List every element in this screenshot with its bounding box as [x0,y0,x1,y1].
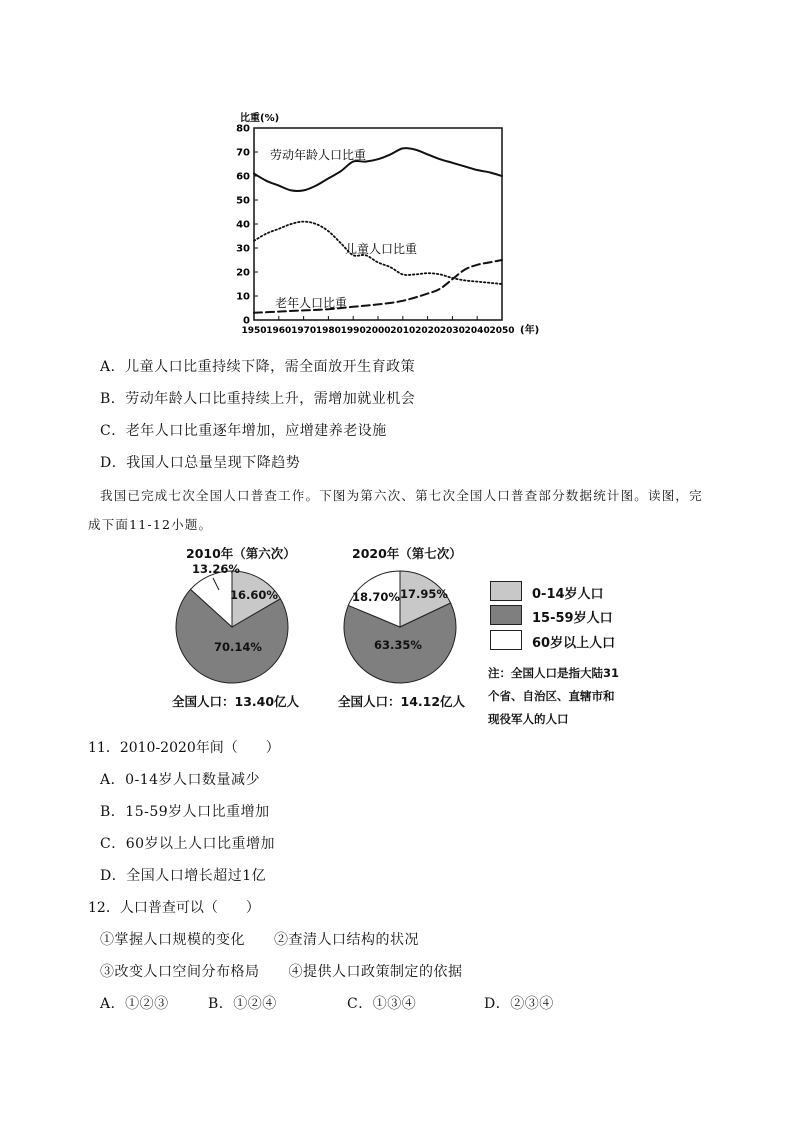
pie-2020-title: 2020年（第七次） [352,546,462,561]
legend-swatch-0-14 [490,581,522,601]
q10-option-d: D．我国人口总量呈现下降趋势 [100,455,301,471]
q11-option-c: C．60岁以上人口比重增加 [100,836,276,852]
q10-option-b: B．劳动年龄人口比重持续上升，需增加就业机会 [100,391,416,407]
q12-option-d: D．②③④ [484,996,554,1012]
x-tick-label: 2020 [415,326,441,336]
pie-2020-label-60plus: 18.70% [352,590,400,604]
note-line-3: 现役军人的人口 [488,712,569,726]
q12-stem: 12．人口普查可以（ ） [88,900,260,916]
child-series-label: 儿童人口比重 [345,242,418,256]
y-tick-label: 30 [236,243,250,255]
q12-option-a: A．①②③ [100,996,169,1012]
x-axis-ticks [241,316,514,336]
y-tick-label: 10 [236,291,250,303]
q12-items-line-1: ①掌握人口规模的变化 ②查清人口结构的状况 [100,932,419,948]
x-tick-label: 2000 [365,326,391,336]
labor-series-label: 劳动年龄人口比重 [270,148,367,162]
x-axis-unit: (年) [520,325,540,336]
legend-label-60plus: 60岁以上人口 [532,636,616,651]
pie-2010-title: 2010年（第六次） [186,546,296,561]
q11-option-b: B．15-59岁人口比重增加 [100,804,270,820]
y-tick-label: 60 [236,171,250,183]
pie-2010-label-0-14: 16.60% [230,588,278,602]
q10-option-c: C．老年人口比重逐年增加，应增建养老设施 [100,423,387,439]
population-share-line-chart [0,0,794,345]
pie-2010-total: 全国人口：13.40亿人 [172,694,300,709]
q11-stem: 11．2010-2020年间（ ） [88,740,280,756]
pie-2020-total: 全国人口：14.12亿人 [338,694,466,709]
y-tick-label: 70 [236,147,250,159]
legend-label-15-59: 15-59岁人口 [532,611,613,626]
y-tick-label: 50 [236,195,250,207]
series-layer [254,148,502,313]
q11-option-d: D．全国人口增长超过1亿 [100,868,267,884]
x-tick-label: 1950 [241,326,267,336]
pie-2010 [176,562,288,683]
pie-2020-label-15-59: 63.35% [374,638,422,652]
x-tick-label: 1980 [315,326,341,336]
x-tick-label: 2010 [390,326,416,336]
intro-line-2: 成下面11-12小题。 [88,517,213,532]
x-tick-label: 1970 [291,326,317,336]
legend-swatch-60plus [490,630,522,650]
legend-label-0-14: 0-14岁人口 [532,587,604,602]
elderly-series-label: 老年人口比重 [275,296,348,310]
x-tick-label: 2030 [439,326,465,336]
x-tick-label: 2050 [489,326,515,336]
pie-2010-label-60plus: 13.26% [192,562,240,576]
q12-items-line-2: ③改变人口空间分布格局 ④提供人口政策制定的依据 [100,964,463,980]
intro-line-1: 我国已完成七次全国人口普查工作。下图为第六次、第七次全国人口普查部分数据统计图。读图，完 [100,488,703,503]
q10-option-a: A．儿童人口比重持续下降，需全面放开生育政策 [100,359,416,375]
x-tick-label: 2040 [464,326,490,336]
q12-option-c: C．①③④ [347,996,417,1012]
note-line-2: 个省、自治区、直辖市和 [488,689,615,703]
pie-2010-label-15-59: 70.14% [214,640,262,654]
x-tick-label: 1960 [266,326,292,336]
y-axis-label: 比重(%) [240,113,280,124]
pie-2020-label-0-14: 17.95% [400,587,448,601]
q12-option-b: B．①②④ [208,996,277,1012]
note-line-1: 注：全国人口是指大陆31 [488,666,620,680]
q11-option-a: A．0-14岁人口数量减少 [100,772,261,788]
y-tick-label: 80 [236,123,250,135]
legend-swatch-15-59 [490,605,522,625]
y-tick-label: 0 [243,315,250,327]
y-tick-label: 40 [236,219,250,231]
x-tick-label: 1990 [340,326,366,336]
y-tick-label: 20 [236,267,250,279]
census-pie-charts [0,555,794,695]
pie-2020 [344,571,456,683]
